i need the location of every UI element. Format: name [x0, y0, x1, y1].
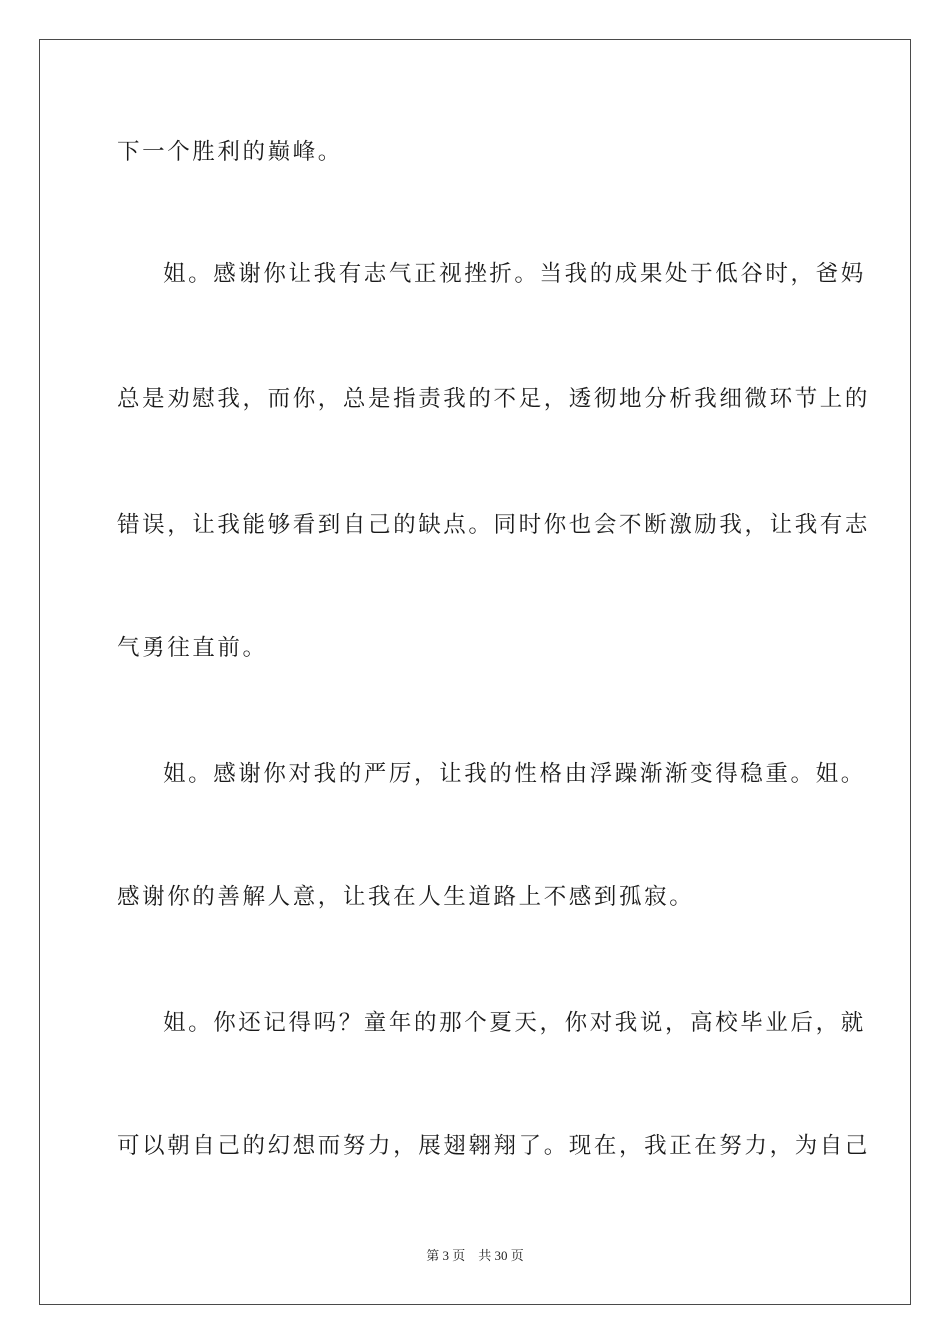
paragraph-start-line: 姐。感谢你让我有志气正视挫折。当我的成果处于低谷时，爸妈	[163, 261, 866, 287]
text-line: 总是劝慰我，而你，总是指责我的不足，透彻地分析我细微环节上的	[117, 386, 871, 412]
page-footer	[0, 1247, 950, 1265]
text-line: 下一个胜利的巅峰。	[117, 139, 343, 165]
text-line: 错误，让我能够看到自己的缺点。同时你也会不断激励我，让我有志	[117, 512, 871, 538]
text-line: 气勇往直前。	[117, 635, 268, 661]
text-line: 感谢你的善解人意，让我在人生道路上不感到孤寂。	[117, 884, 695, 910]
page-number: 第 3 页	[426, 1248, 466, 1263]
paragraph-start-line: 姐。你还记得吗？童年的那个夏天，你对我说，高校毕业后，就	[163, 1010, 866, 1036]
paragraph-start-line: 姐。感谢你对我的严厉，让我的性格由浮躁渐渐变得稳重。姐。	[163, 761, 866, 787]
text-line: 可以朝自己的幻想而努力，展翅翱翔了。现在，我正在努力，为自己	[117, 1133, 871, 1159]
page-border	[39, 39, 911, 1305]
page-total: 共 30 页	[478, 1248, 524, 1263]
